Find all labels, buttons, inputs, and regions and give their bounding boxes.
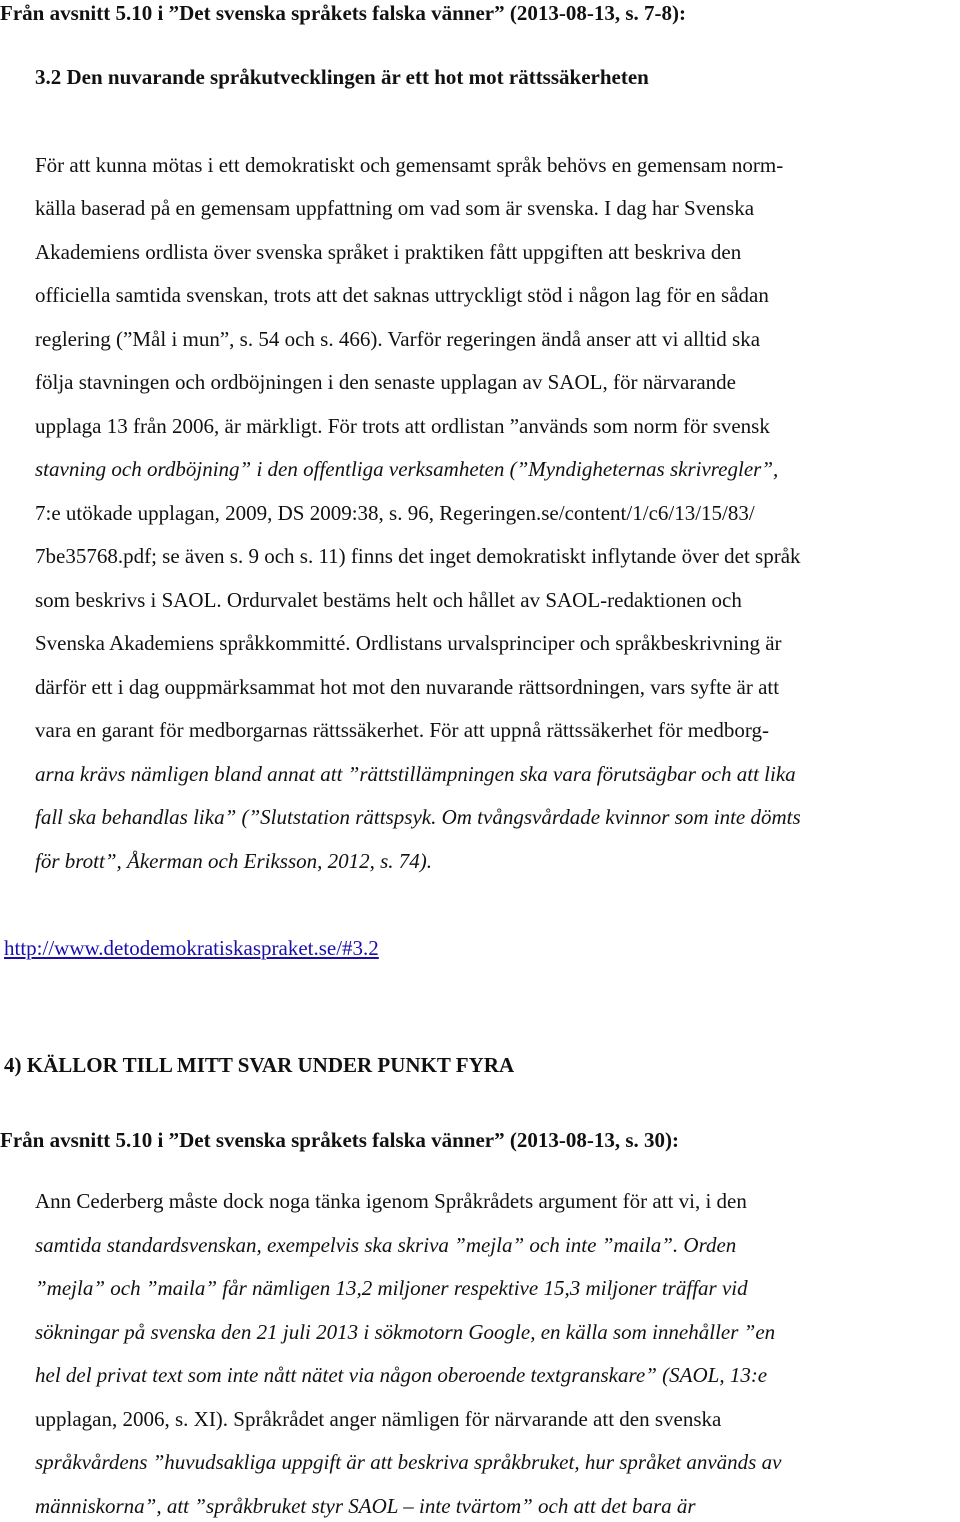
section-title: 3.2 Den nuvarande språkutvecklingen är ett hot mot rättssäkerheten	[35, 65, 649, 89]
body-line: människorna”, att ”språkbruket styr SAOL – inte tvärtom” och att det bara är	[35, 1494, 696, 1518]
body-line: officiella samtida svenskan, trots att det saknas uttryckligt stöd i någon lag för en sådan	[35, 283, 769, 307]
body-line: Akademiens ordlista över svenska språket i praktiken fått uppgiften att beskriva den	[35, 240, 742, 264]
excerpt-source-heading-2: Från avsnitt 5.10 i ”Det svenska språkets falska vänner” (2013-08-13, s. 30):	[0, 1128, 679, 1152]
body-line: arna krävs nämligen bland annat att ”rättstillämpningen ska vara förutsägbar och att lika	[35, 762, 796, 786]
body-line: upplagan, 2006, s. XI). Språkrådet anger nämligen för närvarande att den svenska	[35, 1407, 722, 1431]
body-line: För att kunna mötas i ett demokratiskt och gemensamt språk behövs en gemensam norm-	[35, 153, 784, 177]
body-line: sökningar på svenska den 21 juli 2013 i sökmotorn Google, en källa som innehåller ”en	[35, 1320, 776, 1344]
source-link[interactable]: http://www.detodemokratiskaspraket.se/#3.2	[4, 936, 379, 960]
body-line: för brott”, Åkerman och Eriksson, 2012, s. 74).	[35, 849, 433, 873]
body-line: följa stavningen och ordböjningen i den senaste upplagan av SAOL, för närvarande	[35, 370, 736, 394]
body-line: vara en garant för medborgarnas rättssäkerhet. För att uppnå rättssäkerhet för medborg-	[35, 718, 769, 742]
body-line: därför ett i dag ouppmärksammat hot mot den nuvarande rättsordningen, vars syfte är att	[35, 675, 780, 699]
body-line: ”mejla” och ”maila” får nämligen 13,2 miljoner respektive 15,3 miljoner träffar vid	[35, 1276, 748, 1300]
body-line: reglering (”Mål i mun”, s. 54 och s. 466). Varför regeringen ändå anser att vi alltid ska	[35, 327, 761, 351]
body-line: 7be35768.pdf; se även s. 9 och s. 11) finns det inget demokratiskt inflytande över det språk	[35, 544, 801, 568]
body-line: hel del privat text som inte nått nätet via någon oberoende textgranskare” (SAOL, 13:e	[35, 1363, 768, 1387]
section-heading-4: 4) KÄLLOR TILL MITT SVAR UNDER PUNKT FYRA	[4, 1053, 515, 1077]
body-line: Svenska Akademiens språkkommitté. Ordlistans urvalsprinciper och språkbeskrivning är	[35, 631, 782, 655]
excerpt-source-heading: Från avsnitt 5.10 i ”Det svenska språkets falska vänner” (2013-08-13, s. 7-8):	[0, 1, 686, 25]
body-line: Ann Cederberg måste dock noga tänka igenom Språkrådets argument för att vi, i den	[35, 1189, 747, 1213]
body-line: samtida standardsvenskan, exempelvis ska skriva ”mejla” och inte ”maila”. Orden	[35, 1233, 737, 1257]
body-line: stavning och ordböjning” i den offentliga verksamheten (”Myndigheternas skrivregler”,	[35, 457, 779, 481]
body-line: språkvårdens ”huvudsakliga uppgift är att beskriva språkbruket, hur språket används av	[35, 1450, 782, 1474]
body-line: fall ska behandlas lika” (”Slutstation rättspsyk. Om tvångsvårdade kvinnor som inte dömts	[35, 805, 801, 829]
body-line: som beskrivs i SAOL. Ordurvalet bestäms helt och hållet av SAOL-redaktionen och	[35, 588, 742, 612]
body-line: 7:e utökade upplagan, 2009, DS 2009:38, s. 96, Regeringen.se/content/1/c6/13/15/83/	[35, 501, 755, 525]
body-line: upplaga 13 från 2006, är märkligt. För trots att ordlistan ”används som norm för svensk	[35, 414, 770, 438]
body-line: källa baserad på en gemensam uppfattning om vad som är svenska. I dag har Svenska	[35, 196, 755, 220]
